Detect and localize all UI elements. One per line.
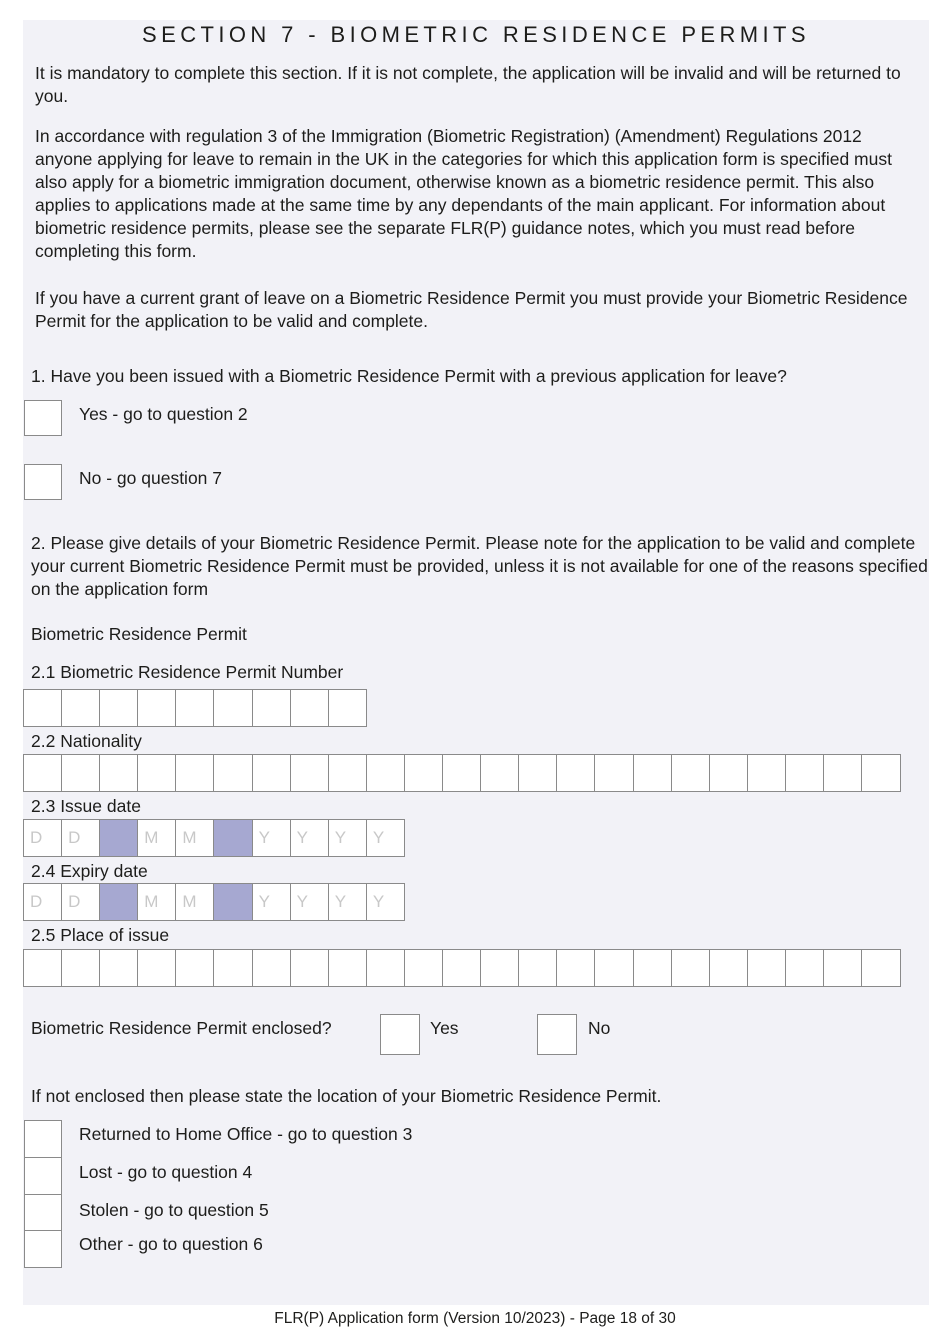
- date-box[interactable]: M: [137, 819, 177, 857]
- input-box[interactable]: [709, 949, 749, 987]
- date-box[interactable]: D: [23, 883, 63, 921]
- location-other-label: Other - go to question 6: [79, 1234, 263, 1254]
- nationality-label: 2.2 Nationality: [31, 731, 142, 751]
- brp-enclosed-label: Biometric Residence Permit enclosed?: [31, 1018, 332, 1038]
- input-box[interactable]: [99, 754, 139, 792]
- date-separator: [213, 883, 253, 921]
- intro-paragraph-3: If you have a current grant of leave on a Biometric Residence Permit you must provide your Biometric Residence Permit for the application to be valid and complete.: [35, 288, 908, 331]
- input-box[interactable]: [861, 949, 901, 987]
- location-returned-checkbox[interactable]: [24, 1120, 62, 1158]
- input-box[interactable]: [747, 754, 787, 792]
- input-box[interactable]: [518, 949, 558, 987]
- question-2-text: 2. Please give details of your Biometric Residence Permit. Please note for the application to be valid and complete your current Biometric Residence Permit must be provided, unless it is not available for one of the reasons specified on the application form: [31, 533, 928, 599]
- date-box[interactable]: Y: [366, 883, 406, 921]
- input-box[interactable]: [213, 949, 253, 987]
- brp-number-label: 2.1 Biometric Residence Permit Number: [31, 662, 344, 682]
- date-box[interactable]: M: [137, 883, 177, 921]
- date-box[interactable]: M: [175, 883, 215, 921]
- input-box[interactable]: [61, 949, 101, 987]
- date-box[interactable]: Y: [252, 819, 292, 857]
- date-box[interactable]: M: [175, 819, 215, 857]
- input-box[interactable]: [23, 754, 63, 792]
- date-box[interactable]: D: [61, 883, 101, 921]
- intro-paragraph-1: It is mandatory to complete this section. If it is not complete, the application will be invalid and will be returned to you.: [35, 63, 901, 106]
- input-box[interactable]: [709, 754, 749, 792]
- enclosed-no-label: No: [588, 1018, 611, 1038]
- location-other-checkbox[interactable]: [24, 1230, 62, 1268]
- input-box[interactable]: [23, 949, 63, 987]
- input-box[interactable]: [671, 949, 711, 987]
- input-box[interactable]: [61, 689, 101, 727]
- input-box[interactable]: [99, 689, 139, 727]
- input-box[interactable]: [328, 949, 368, 987]
- issue-date-input[interactable]: [23, 819, 404, 857]
- input-box[interactable]: [823, 754, 863, 792]
- location-lost-label: Lost - go to question 4: [79, 1162, 253, 1182]
- input-box[interactable]: [556, 949, 596, 987]
- intro-paragraph-2: In accordance with regulation 3 of the Immigration (Biometric Registration) (Amendment) Regulations 2012 anyone applying for leave to remain in the UK in the categories for which this application form is specified must also apply for a biometric immigration document, otherwise known as a biometric residence permit. This also applies to applications made at the same time by any dependants of the main applicant. For information about biometric residence permits, please see the separate FLR(P) guidance notes, which you must read before completing this form.: [35, 126, 892, 261]
- input-box[interactable]: [366, 949, 406, 987]
- brp-number-input[interactable]: [23, 689, 366, 727]
- input-box[interactable]: [747, 949, 787, 987]
- place-of-issue-label: 2.5 Place of issue: [31, 925, 170, 945]
- input-box[interactable]: [594, 754, 634, 792]
- input-box[interactable]: [785, 949, 825, 987]
- input-box[interactable]: [175, 949, 215, 987]
- input-box[interactable]: [23, 689, 63, 727]
- input-box[interactable]: [404, 754, 444, 792]
- page-footer: FLR(P) Application form (Version 10/2023) - Page 18 of 30: [274, 1310, 676, 1327]
- location-lost-checkbox[interactable]: [24, 1157, 62, 1195]
- q1-no-label: No - go question 7: [79, 468, 223, 488]
- input-box[interactable]: [290, 754, 330, 792]
- enclosed-no-checkbox[interactable]: [537, 1014, 577, 1055]
- question-1-text: 1. Have you been issued with a Biometric Residence Permit with a previous application for leave?: [31, 366, 787, 386]
- input-box[interactable]: [328, 754, 368, 792]
- input-box[interactable]: [442, 949, 482, 987]
- date-box[interactable]: Y: [366, 819, 406, 857]
- input-box[interactable]: [366, 754, 406, 792]
- date-separator: [99, 883, 139, 921]
- input-box[interactable]: [671, 754, 711, 792]
- input-box[interactable]: [252, 689, 292, 727]
- date-separator: [99, 819, 139, 857]
- date-box[interactable]: D: [23, 819, 63, 857]
- input-box[interactable]: [823, 949, 863, 987]
- input-box[interactable]: [137, 689, 177, 727]
- input-box[interactable]: [137, 949, 177, 987]
- input-box[interactable]: [404, 949, 444, 987]
- input-box[interactable]: [213, 754, 253, 792]
- input-box[interactable]: [480, 949, 520, 987]
- date-box[interactable]: D: [61, 819, 101, 857]
- input-box[interactable]: [175, 754, 215, 792]
- input-box[interactable]: [633, 754, 673, 792]
- input-box[interactable]: [99, 949, 139, 987]
- enclosed-yes-label: Yes: [430, 1018, 459, 1038]
- input-box[interactable]: [556, 754, 596, 792]
- input-box[interactable]: [442, 754, 482, 792]
- section-title: SECTION 7 - BIOMETRIC RESIDENCE PERMITS: [142, 22, 810, 47]
- input-box[interactable]: [290, 689, 330, 727]
- input-box[interactable]: [61, 754, 101, 792]
- brp-subheading: Biometric Residence Permit: [31, 624, 247, 644]
- place-of-issue-input[interactable]: [23, 949, 899, 987]
- input-box[interactable]: [290, 949, 330, 987]
- input-box[interactable]: [785, 754, 825, 792]
- expiry-date-label: 2.4 Expiry date: [31, 861, 148, 881]
- date-box[interactable]: Y: [290, 883, 330, 921]
- nationality-input[interactable]: [23, 754, 899, 792]
- input-box[interactable]: [252, 754, 292, 792]
- issue-date-label: 2.3 Issue date: [31, 796, 141, 816]
- enclosed-yes-checkbox[interactable]: [380, 1014, 420, 1055]
- date-box[interactable]: Y: [328, 819, 368, 857]
- q1-no-checkbox[interactable]: [24, 464, 62, 500]
- date-box[interactable]: Y: [328, 883, 368, 921]
- input-box[interactable]: [328, 689, 368, 727]
- input-box[interactable]: [175, 689, 215, 727]
- input-box[interactable]: [137, 754, 177, 792]
- q1-yes-label: Yes - go to question 2: [79, 404, 248, 424]
- q1-yes-checkbox[interactable]: [24, 400, 62, 436]
- input-box[interactable]: [633, 949, 673, 987]
- location-returned-label: Returned to Home Office - go to question 3: [79, 1124, 413, 1144]
- input-box[interactable]: [594, 949, 634, 987]
- brp-location-text: If not enclosed then please state the location of your Biometric Residence Permit.: [31, 1086, 662, 1106]
- input-box[interactable]: [861, 754, 901, 792]
- date-box[interactable]: Y: [290, 819, 330, 857]
- input-box[interactable]: [213, 689, 253, 727]
- date-box[interactable]: Y: [252, 883, 292, 921]
- input-box[interactable]: [252, 949, 292, 987]
- input-box[interactable]: [518, 754, 558, 792]
- location-stolen-checkbox[interactable]: [24, 1194, 62, 1232]
- location-stolen-label: Stolen - go to question 5: [79, 1200, 269, 1220]
- date-separator: [213, 819, 253, 857]
- input-box[interactable]: [480, 754, 520, 792]
- expiry-date-input[interactable]: [23, 883, 404, 921]
